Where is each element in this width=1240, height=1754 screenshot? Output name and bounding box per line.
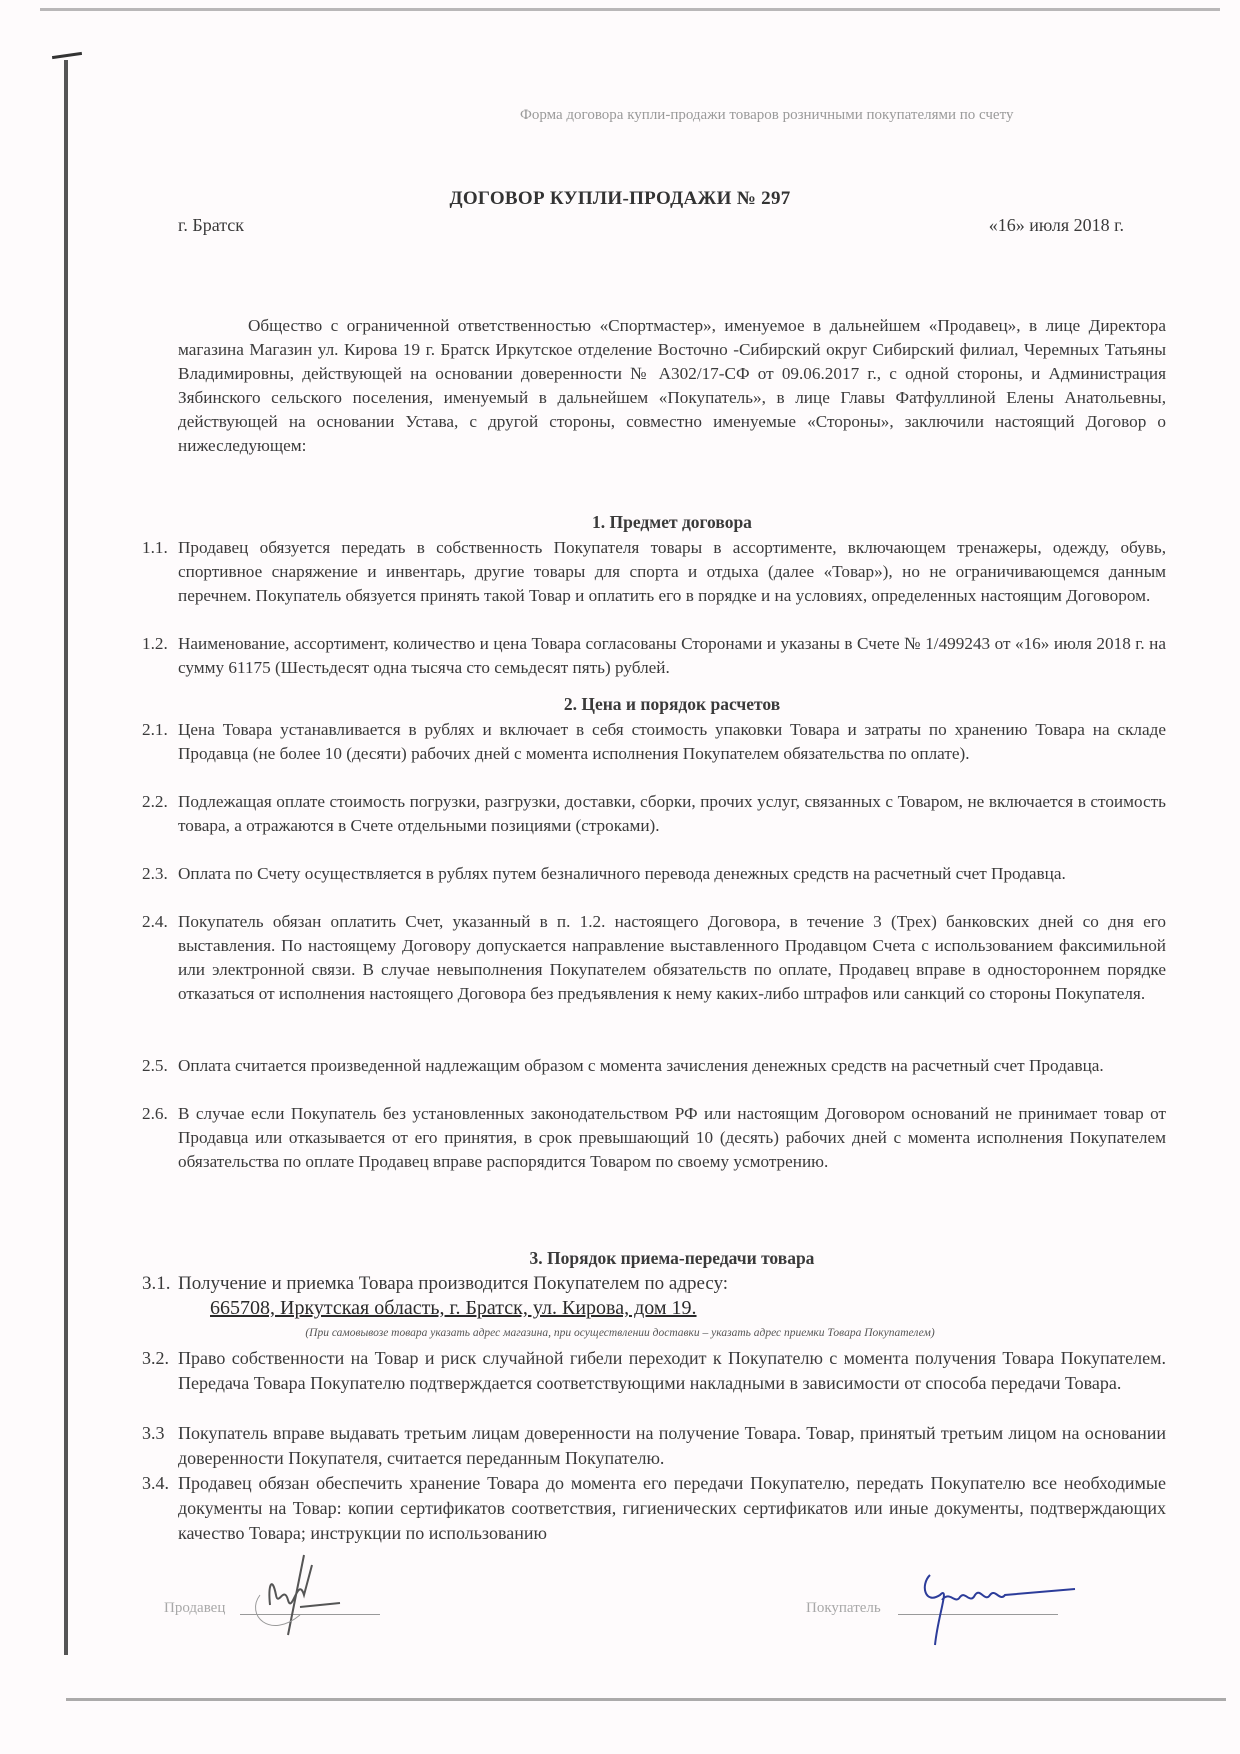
clause: [142, 1471, 1166, 1546]
scan-mark: [52, 52, 82, 59]
clause-text: Подлежащая оплате стоимость погрузки, разгрузки, доставки, сборки, прочих услуг, связанных с Товаром, не включается в стоимость товара, а отражаются в Счете отдельными позициями (строками).: [178, 792, 1166, 835]
clause-number: 2.5.: [142, 1056, 168, 1075]
clause-number: 1.2.: [142, 634, 168, 653]
clause-text: Продавец обязан обеспечить хранение Товара до момента его передачи Покупателю, передать Покупателю все необходимые документы на Товар: копии сертификатов соответствия, гигиенических сертификатов или иные документы, подтверждающих качество Товара; инструкции по использованию: [178, 1473, 1166, 1543]
city: г. Братск: [178, 215, 245, 235]
scan-edge-bottom: [66, 1698, 1226, 1701]
clause-text: Цена Товара устанавливается в рублях и включает в себя стоимость упаковки Товара и затраты по хранению Товара на складе Продавца (не более 10 (десяти) рабочих дней с момента исполнения Покупателем обязательства по оплате).: [178, 720, 1166, 763]
clause-text: Покупатель вправе выдавать третьим лицам доверенности на получение Товара. Товар, принятый третьим лицом на основании доверенности Покупателя, считается переданным Покупателю.: [178, 1423, 1166, 1468]
clause-text: Получение и приемка Товара производится Покупателем по адресу:: [178, 1273, 729, 1294]
clause: [142, 1421, 1166, 1471]
seller-signature-label: Продавец: [164, 1600, 226, 1616]
clause: [142, 910, 1166, 1006]
section-heading: 1. Предмет договора: [592, 512, 752, 532]
clause-number: 3.2.: [142, 1348, 169, 1368]
address-note: (При самовывозе товара указать адрес магазина, при осуществлении доставки – указать адрес приемки Товара Покупателем): [305, 1327, 935, 1339]
clause: [142, 790, 1166, 838]
clause: [142, 1102, 1166, 1174]
clause: [142, 1054, 1166, 1078]
clause-text: Покупатель обязан оплатить Счет, указанный в п. 1.2. настоящего Договора, в течение 3 (Трех) банковских дней со дня его выставления. По настоящему Договору допускается направление выставленного Продавцом Счета с использованием факсимильной или электронной связи. В случае невыполнения Покупателем обязательств по оплате, Продавец вправе в одностороннем порядке отказаться от исполнения настоящего Договора без предъявления к нему каких-либо штрафов или санкций со стороны Покупателя.: [178, 912, 1166, 1003]
clause: [142, 536, 1166, 608]
clause: [142, 862, 1166, 886]
clause: [142, 632, 1166, 680]
clause: [142, 1346, 1166, 1396]
section-heading: 2. Цена и порядок расчетов: [563, 694, 781, 714]
clause-number: 2.1.: [142, 720, 168, 739]
clause-text: В случае если Покупатель без установленных законодательством РФ или настоящим Договором оснований не принимает товар от Продавца или отказывается от его принятия, в срок превышающий 10 (десять) рабочих дней с момента исполнения Покупателем обязательства по оплате Продавец вправе распорядится Товаром по своему усмотрению.: [178, 1104, 1166, 1171]
clause-text: Право собственности на Товар и риск случайной гибели переходит к Покупателю с момента получения Товара Покупателем. Передача Товара Покупателю подтверждается соответствующими накладными в зависимости от способа передачи Товара.: [178, 1348, 1166, 1393]
clause-number: 2.2.: [142, 792, 168, 811]
clause-number: 2.6.: [142, 1104, 168, 1123]
clause: [142, 1272, 1166, 1296]
clause-number: 3.3: [142, 1423, 165, 1443]
section-heading: 3. Порядок приема-передачи товара: [529, 1248, 815, 1268]
scan-edge-left: [64, 60, 68, 1655]
buyer-signature: [900, 1555, 1100, 1650]
clause-number: 2.3.: [142, 864, 168, 883]
clause-number: 3.1.: [142, 1273, 171, 1294]
delivery-address: 665708, Иркутская область, г. Братск, ул. Кирова, дом 19.: [210, 1297, 697, 1319]
buyer-signature-label: Покупатель: [806, 1600, 881, 1616]
clause: [142, 718, 1166, 766]
clause-number: 1.1.: [142, 538, 168, 557]
clause-text: Продавец обязуется передать в собственность Покупателя товары в ассортименте, включающем тренажеры, одежду, обувь, спортивное снаряжение и инвентарь, другие товары для спорта и отдыха (далее «Товар»), но не ограничивающемся данным перечнем. Покупатель обязуется принять такой Товар и оплатить его в порядке и на условиях, определенных настоящим Договором.: [178, 538, 1166, 605]
clause-text: Оплата считается произведенной надлежащим образом с момента зачисления денежных средств на расчетный счет Продавца.: [178, 1056, 1104, 1075]
scan-edge-top: [40, 8, 1220, 11]
seller-signature: [240, 1545, 390, 1645]
clause-number: 3.4.: [142, 1473, 169, 1493]
form-note: Форма договора купли-продажи товаров розничными покупателями по счету: [520, 107, 1014, 123]
clause-text: Наименование, ассортимент, количество и цена Товара согласованы Сторонами и указаны в Счете № 1/499243 от «16» июля 2018 г. на сумму 61175 (Шестьдесят одна тысяча сто семьдесят пять) рублей.: [178, 634, 1166, 677]
clause-number: 2.4.: [142, 912, 168, 931]
clause-text: Оплата по Счету осуществляется в рублях путем безналичного перевода денежных средств на расчетный счет Продавца.: [178, 864, 1066, 883]
document-title: ДОГОВОР КУПЛИ-ПРОДАЖИ № 297: [449, 188, 791, 209]
contract-date: «16» июля 2018 г.: [988, 215, 1124, 235]
intro-paragraph: Общество с ограниченной ответственностью «Спортмастер», именуемое в дальнейшем «Продавец», в лице Директора магазина Магазин ул. Кирова 19 г. Братск Иркутское отделение Восточно -Сибирский округ Сибирский филиал, Черемных Татьяны Владимировны, действующей на основании доверенности № А302/17-СФ от 09.06.2017 г., с одной стороны, и Администрация Зябинского сельского поселения, именуемый в дальнейшем «Покупатель», в лице Главы Фатфуллиной Елены Анатольевны, действующей на основании Устава, с другой стороны, совместно именуемые «Стороны», заключили настоящий Договор о нижеследующем:: [178, 316, 1166, 455]
